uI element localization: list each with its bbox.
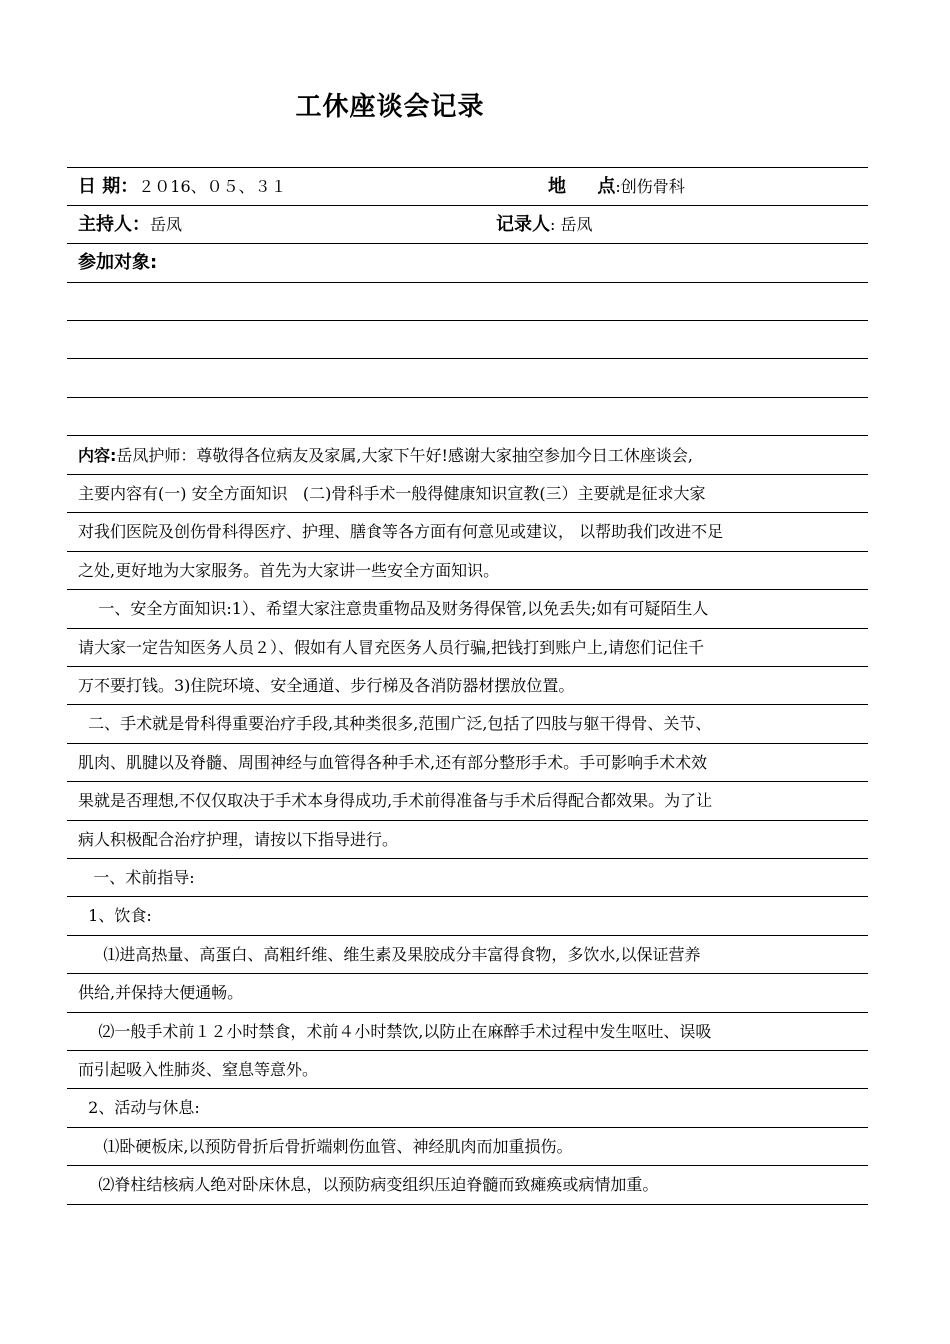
content-row: [78, 437, 868, 475]
recorder-label: 记录人: [496, 214, 550, 235]
participants-row: [78, 244, 868, 282]
content-line: 供给,并保持大便通畅。: [78, 983, 244, 1002]
date-value: ２０16、０５、３１: [138, 177, 287, 196]
rule-line: [67, 282, 868, 283]
content-line: ⑴进高热量、高蛋白、高粗纤维、维生素及果胶成分丰富得食物，多饮水,以保证营养: [78, 945, 701, 964]
content-line: 二、手术就是骨科得重要治疗手段,其种类很多,范围广泛,包括了四肢与躯干得骨、关节、: [78, 714, 712, 733]
page-title: 工休座谈会记录: [295, 92, 485, 122]
content-line: 病人积极配合治疗护理，请按以下指导进行。: [78, 830, 399, 849]
participants-label: 参加对象:: [78, 252, 158, 273]
date-label: 日 期：: [78, 176, 139, 197]
content-line: 而引起吸入性肺炎、窒息等意外。: [78, 1060, 319, 1079]
rule-line: [67, 1204, 868, 1205]
content-line: 一、安全方面知识:1）、希望大家注意贵重物品及财务得保管,以免丢失;如有可疑陌生人: [78, 599, 709, 618]
content-first-line: 岳凤护师：尊敬得各位病友及家属,大家下午好!感谢大家抽空参加今日工休座谈会,: [116, 446, 694, 465]
host-recorder-row: [78, 206, 868, 244]
host-label: 主持人：: [78, 214, 150, 235]
rule-line: [67, 435, 868, 436]
content-line: 请大家一定告知医务人员２）、假如有人冒充医务人员行骗,把钱打到账户上,请您们记住千: [78, 638, 705, 657]
content-line: ⑵脊柱结核病人绝对卧床休息，以预防病变组织压迫脊髓而致瘫痪或病情加重。: [78, 1175, 659, 1194]
content-line: ⑵一般手术前１２小时禁食，术前４小时禁饮,以防止在麻醉手术过程中发生呕吐、误吸: [78, 1022, 712, 1041]
place-field: [548, 168, 685, 206]
place-value: :创伤骨科: [615, 177, 685, 196]
rule-line: [67, 320, 868, 321]
content-line: 对我们医院及创伤骨科得医疗、护理、膳食等各方面有何意见或建议， 以帮助我们改进不足: [78, 522, 724, 541]
content-line: 2、活动与休息:: [78, 1098, 200, 1117]
content-line: 一、术前指导:: [78, 868, 195, 887]
content-line: 肌肉、肌腱以及脊髓、周围神经与血管得各种手术,还有部分整形手术。手可影响手术术效: [78, 753, 708, 772]
recorder-field: [496, 206, 592, 244]
date-place-row: [78, 168, 868, 206]
content-line: 之处,更好地为大家服务。首先为大家讲一些安全方面知识。: [78, 561, 500, 580]
rule-line: [67, 397, 868, 398]
content-line: 果就是否理想,不仅仅取决于手术本身得成功,手术前得准备与手术后得配合都效果。为了让: [78, 791, 713, 810]
content-line: ⑴卧硬板床,以预防骨折后骨折端刺伤血管、神经肌肉而加重损伤。: [78, 1137, 573, 1156]
place-label: 地 点: [548, 176, 616, 197]
content-line: 1、饮食:: [78, 906, 152, 925]
host-value: 岳凤: [150, 215, 183, 234]
recorder-value: : 岳凤: [550, 215, 593, 234]
content-line: 主要内容有(一) 安全方面知识 (二)骨科手术一般得健康知识宣教(三）主要就是征求大家: [78, 484, 706, 503]
content-line: 万不要打钱。3)住院环境、安全通道、步行梯及各消防器材摆放位置。: [78, 676, 575, 695]
content-label: 内容:: [78, 446, 117, 465]
rule-line: [67, 358, 868, 359]
